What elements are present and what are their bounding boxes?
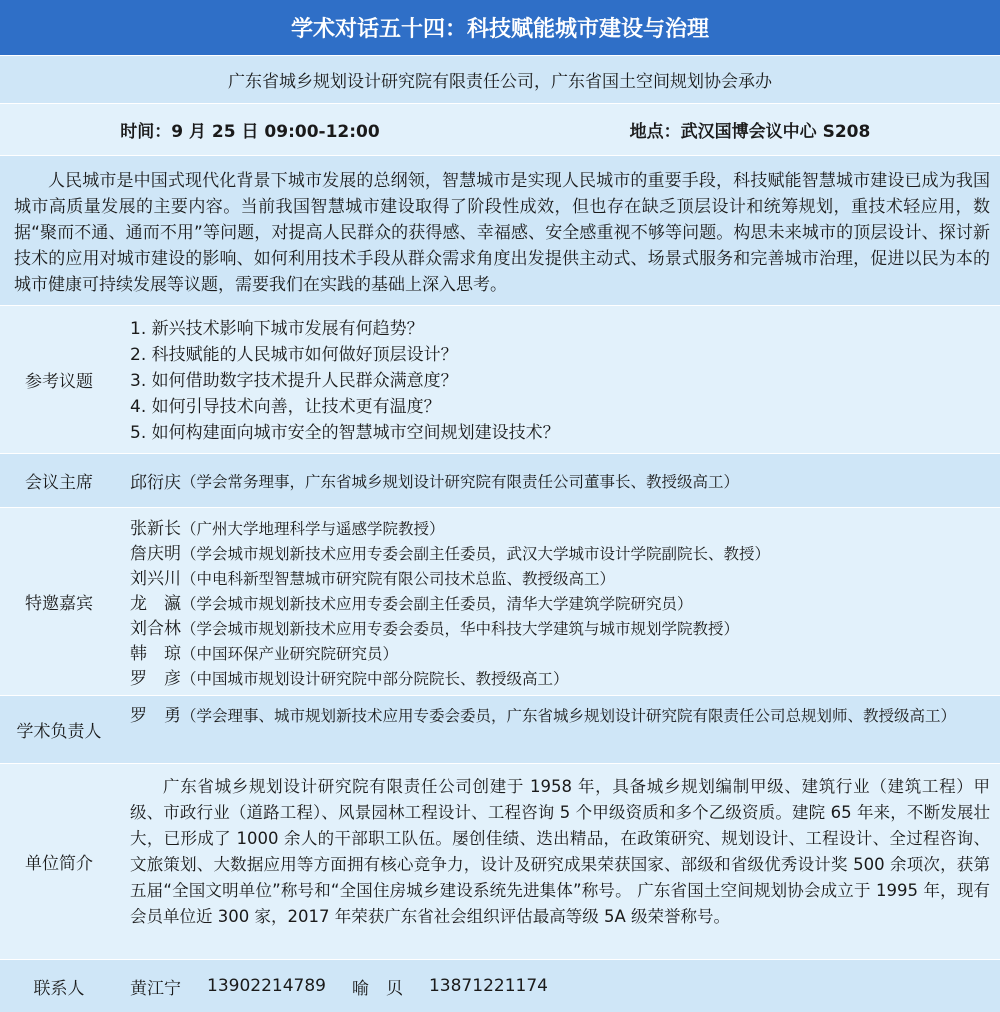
contact-content xyxy=(118,960,1000,1012)
contact-section xyxy=(0,960,1000,1012)
guest-name: 罗 彦 xyxy=(130,669,181,689)
guest-note: （中电科新型智慧城市研究院有限公司技术总监、教授级高工） xyxy=(181,570,616,588)
topic-item: 3. 如何借助数字技术提升人民群众满意度？ xyxy=(130,371,458,391)
guest-name: 詹庆明 xyxy=(130,544,181,564)
contact-phone-2: 13871221174 xyxy=(428,976,548,996)
time-place-row xyxy=(0,104,1000,156)
intro-paragraph: 人民城市是中国式现代化背景下城市发展的总纲领，智慧城市是实现人民城市的重要手段，科技赋能智慧城市建设已成为我国城市高质量发展的主要内容。当前我国智慧城市建设取得了阶段性成效，但也存在缺乏顶层设计和统筹规划，重技术轻应用，数据“聚而不通、通而不用”等问题，对提高人民群众的获得感、幸福感、安全感重视不够等问题。构思未来城市的顶层设计、探讨新技术的应用对城市建设的影响、如何利用技术手段从群众需求角度出发提供主动式、场景式服务和完善城市治理，促进以民为本的城市健康可持续发展等议题，需要我们在实践的基础上深入思考。 xyxy=(0,156,1000,306)
topics-list xyxy=(118,306,1000,453)
guest-item xyxy=(130,592,1000,617)
chair-note: （学会常务理事，广东省城乡规划设计研究院有限责任公司董事长、教授级高工） xyxy=(181,472,740,491)
guest-note: （学会城市规划新技术应用专委会委员，华中科技大学建筑与城市规划学院教授） xyxy=(181,620,740,638)
guests-label: 特邀嘉宾 xyxy=(25,594,93,614)
guest-name: 韩 琼 xyxy=(130,644,181,664)
contact-label: 联系人 xyxy=(33,978,85,999)
lead-section xyxy=(0,696,1000,764)
guests-list xyxy=(118,508,1000,695)
lead-label: 学术负责人 xyxy=(16,722,102,742)
topic-item: 5. 如何构建面向城市安全的智慧城市空间规划建设技术？ xyxy=(130,423,560,443)
unit-section xyxy=(0,764,1000,960)
guest-item xyxy=(130,642,1000,667)
guest-item xyxy=(130,542,1000,567)
guest-note: （学会城市规划新技术应用专委会副主任委员，清华大学建筑学院研究员） xyxy=(181,595,693,613)
guest-note: （中国城市规划设计研究院中部分院院长、教授级高工） xyxy=(181,670,569,688)
topic-item: 4. 如何引导技术向善，让技术更有温度？ xyxy=(130,397,441,417)
lead-note: （学会理事、城市规划新技术应用专委会委员，广东省城乡规划设计研究院有限责任公司总规划师、教授级高工） xyxy=(181,707,957,725)
guest-item xyxy=(130,667,1000,692)
chair-content xyxy=(118,454,1000,507)
guest-item xyxy=(130,517,1000,542)
topic-item: 1. 新兴技术影响下城市发展有何趋势？ xyxy=(130,319,424,339)
lead-content xyxy=(118,696,1000,763)
guests-section xyxy=(0,508,1000,696)
guest-name: 刘兴川 xyxy=(130,569,181,589)
event-time: 时间：9 月 25 日 09:00-12:00 xyxy=(120,122,380,142)
topics-section xyxy=(0,306,1000,454)
lead-name: 罗 勇 xyxy=(130,706,181,726)
guest-item xyxy=(130,567,1000,592)
guest-note: （中国环保产业研究院研究员） xyxy=(181,645,399,663)
contact-person-2: 喻 贝 xyxy=(351,978,403,999)
guest-note: （学会城市规划新技术应用专委会副主任委员，武汉大学城市设计学院副院长、教授） xyxy=(181,545,771,563)
guest-name: 龙 瀛 xyxy=(130,594,181,614)
organizer-line: 广东省城乡规划设计研究院有限责任公司，广东省国土空间规划协会承办 xyxy=(0,56,1000,104)
guest-name: 刘合林 xyxy=(130,619,181,639)
guest-name: 张新长 xyxy=(130,519,181,539)
unit-description: 广东省城乡规划设计研究院有限责任公司创建于 1958 年，具备城乡规划编制甲级、建筑行业（建筑工程）甲级、市政行业（道路工程）、风景园林工程设计、工程咨询 5 个甲级资质和多个乙级资质。建院 65 年来，不断发展壮大，已形成了 1000 余人的干部职工队伍。屡创佳绩、迭出精品，在政策研究、规划设计、工程设计、全过程咨询、文旅策划、大数据应用等方面拥有核心竞争力，设计及研究成果荣获国家、部级和省级优秀设计奖 500 余项次，获第五届“全国文明单位”称号和“全国住房城乡建设系统先进集体”称号。 广东省国土空间规划协会成立于 1995 年，现有会员单位近 300 家，2017 年荣获广东省社会组织评估最高等级 5A 级荣誉称号。 xyxy=(130,777,990,926)
chair-section xyxy=(0,454,1000,508)
guest-note: （广州大学地理科学与遥感学院教授） xyxy=(181,520,445,538)
topics-label: 参考议题 xyxy=(25,372,93,392)
guest-item xyxy=(130,617,1000,642)
event-place: 地点：武汉国博会议中心 S208 xyxy=(629,122,871,142)
chair-label: 会议主席 xyxy=(25,473,93,493)
contact-person-1: 黄江宁 xyxy=(130,978,181,999)
contact-phone-1: 13902214789 xyxy=(207,976,326,996)
chair-name: 邱衍庆 xyxy=(130,473,181,493)
unit-label: 单位简介 xyxy=(25,854,93,874)
page-title: 学术对话五十四：科技赋能城市建设与治理 xyxy=(0,0,1000,56)
topic-item: 2. 科技赋能的人民城市如何做好顶层设计？ xyxy=(130,345,458,365)
